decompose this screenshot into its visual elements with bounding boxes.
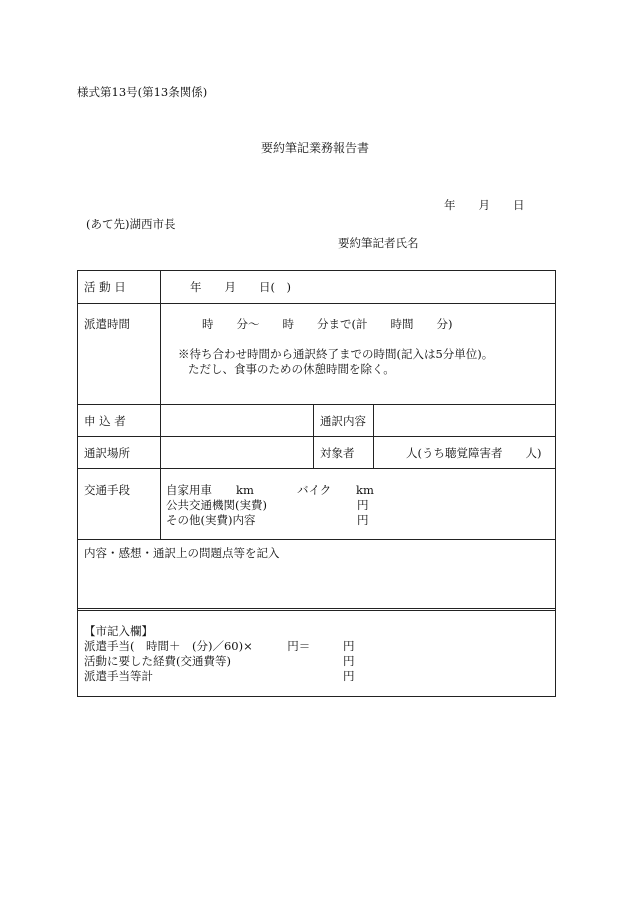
addressee: (あて先)湖西市長 <box>86 217 176 231</box>
allowance-total-label: 派遣手当等計 <box>84 669 153 683</box>
activity-date-label: 活 動 日 <box>84 280 126 294</box>
transport-label: 交通手段 <box>84 483 130 497</box>
dispatch-allowance-label: 派遣手当( 時間＋ (分)／60)× 円＝ <box>84 639 311 653</box>
motorbike-label: バイク <box>297 483 332 497</box>
city-section-header: 【市記入欄】 <box>84 624 153 638</box>
location-field[interactable] <box>166 446 306 462</box>
row-divider <box>78 468 555 469</box>
activity-expenses-unit: 円 <box>343 654 355 668</box>
label-column-divider <box>160 271 161 539</box>
dispatch-time-note: ※待ち合わせ時間から通訳終了までの時間(記入は5分単位)。 <box>178 347 494 361</box>
row-divider <box>78 436 555 437</box>
dispatch-time-note: ただし、食事のための休憩時間を除く。 <box>188 362 395 376</box>
motorbike-unit: km <box>356 483 374 497</box>
page-title: 要約筆記業務報告書 <box>261 141 370 155</box>
row-divider <box>78 404 555 405</box>
dispatch-time-label: 派遣時間 <box>84 317 130 331</box>
applicant-label: 申 込 者 <box>84 414 126 428</box>
private-car-unit: km <box>236 483 254 497</box>
activity-expenses-label: 活動に要した経費(交通費等) <box>84 654 231 668</box>
column-divider <box>373 404 374 468</box>
private-car-label: 自家用車 <box>166 483 212 497</box>
location-label: 通訳場所 <box>84 446 130 460</box>
other-transport-unit: 円 <box>357 513 369 527</box>
form-number: 様式第13号(第13条関係) <box>77 85 208 99</box>
reporter-name-label: 要約筆記者氏名 <box>338 236 419 250</box>
comments-label: 内容・感想・通訳上の問題点等を記入 <box>84 546 280 560</box>
activity-date-field[interactable]: 年 月 日( ) <box>190 280 291 294</box>
public-transport-label: 公共交通機関(実費) <box>166 498 267 512</box>
target-field[interactable]: 人(うち聴覚障害者 人) <box>406 446 542 460</box>
public-transport-unit: 円 <box>357 498 369 512</box>
allowance-total-unit: 円 <box>343 669 355 683</box>
column-divider <box>313 404 314 468</box>
interpretation-content-label: 通訳内容 <box>320 414 366 428</box>
date-line: 年 月 日 <box>444 198 525 212</box>
report-form-table <box>77 270 556 697</box>
row-divider <box>78 539 555 540</box>
target-label: 対象者 <box>320 446 355 460</box>
row-divider <box>78 303 555 304</box>
comments-field[interactable] <box>84 563 544 601</box>
section-divider <box>78 608 555 611</box>
other-transport-label: その他(実費)内容 <box>166 513 256 527</box>
interpretation-content-field[interactable] <box>378 414 548 430</box>
applicant-field[interactable] <box>166 414 306 430</box>
dispatch-allowance-unit: 円 <box>343 639 355 653</box>
dispatch-time-field[interactable]: 時 分～ 時 分まで(計 時間 分) <box>202 317 453 331</box>
